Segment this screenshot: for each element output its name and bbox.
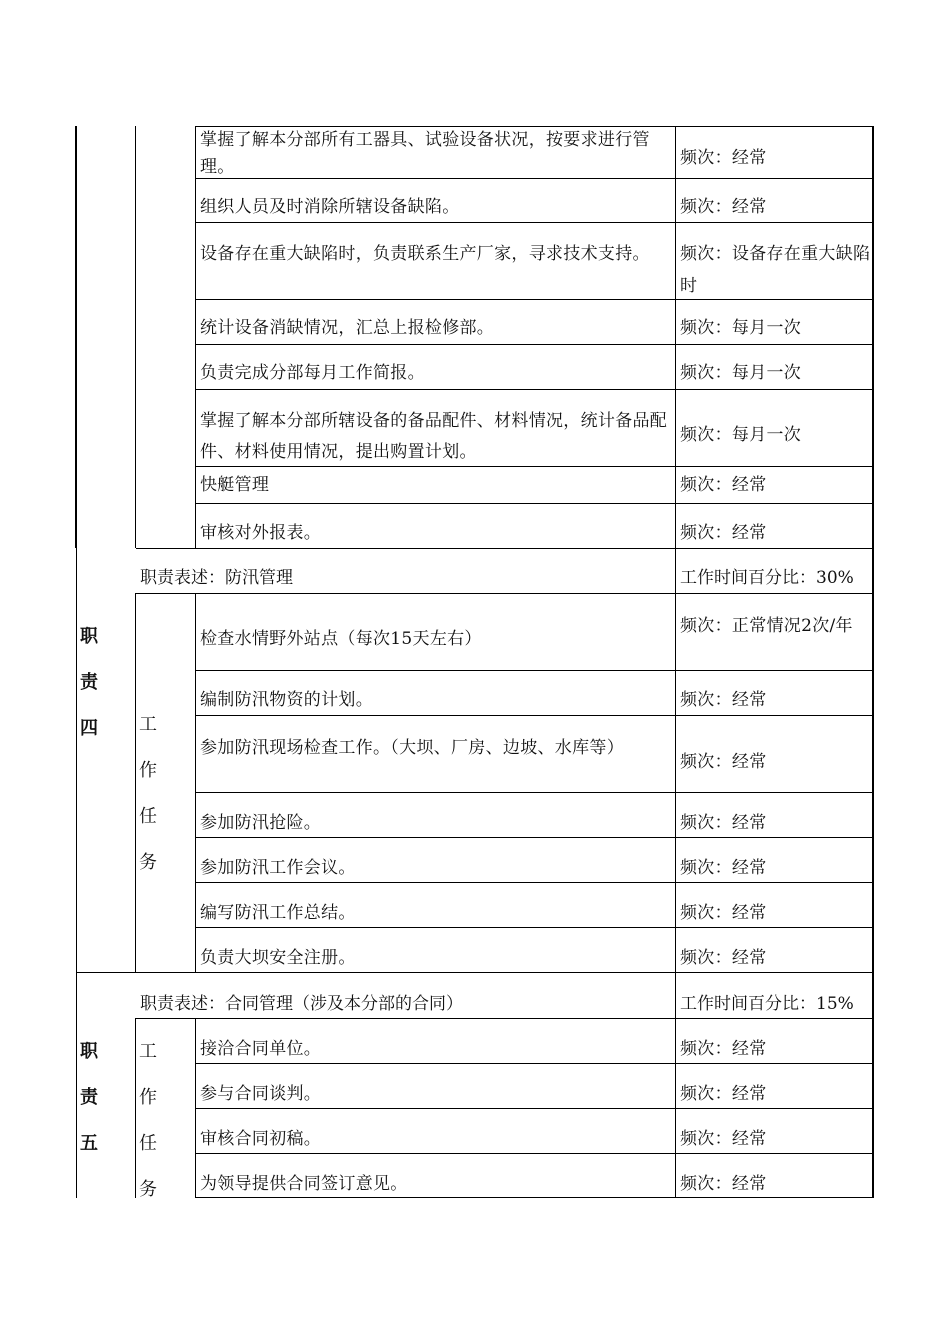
task-text: 参与合同谈判。	[200, 1084, 322, 1104]
row-line	[196, 1108, 873, 1109]
duty-label-char: 职	[80, 1041, 98, 1062]
row-line	[196, 837, 873, 838]
row-line	[196, 344, 873, 345]
duty-label-four	[80, 614, 110, 752]
frequency-text: 频次：每月一次	[680, 363, 802, 383]
frequency-text: 频次：经常	[680, 475, 767, 495]
row-line	[196, 389, 873, 390]
task-text: 组织人员及时消除所辖设备缺陷。	[200, 197, 460, 217]
task-text: 检查水情野外站点（每次15天左右）	[200, 629, 482, 649]
task-text: 掌握了解本分部所辖设备的备品配件、材料情况，统计备品配件、材料使用情况，提出购置计划。	[200, 411, 668, 462]
label-column-divider	[135, 593, 136, 973]
frequency-text: 频次：每月一次	[680, 425, 802, 445]
row-line	[196, 882, 873, 883]
row-line	[76, 972, 873, 973]
row-line	[196, 670, 873, 671]
duty-label-char: 责	[80, 672, 98, 693]
work-column-divider	[195, 126, 196, 548]
row-line	[136, 593, 873, 594]
row-line	[196, 792, 873, 793]
table-left-border-thick	[75, 126, 77, 548]
row-line	[196, 1153, 873, 1154]
task-text: 审核合同初稿。	[200, 1129, 322, 1149]
task-text: 负责大坝安全注册。	[200, 948, 356, 968]
table-right-border	[872, 126, 874, 1198]
work-task-label	[139, 702, 169, 886]
row-line	[136, 1018, 873, 1019]
work-column-divider	[195, 593, 196, 973]
work-task-char: 务	[139, 1179, 157, 1200]
duty-description: 职责表述：防汛管理	[140, 568, 293, 588]
label-column-divider	[135, 126, 136, 548]
work-task-char: 作	[139, 760, 157, 781]
frequency-text: 频次：经常	[680, 948, 767, 968]
task-text: 参加防汛工作会议。	[200, 858, 356, 878]
work-task-char: 工	[139, 1041, 157, 1062]
frequency-text: 频次：经常	[680, 752, 767, 772]
duty-label-char: 责	[80, 1087, 98, 1108]
row-line	[196, 927, 873, 928]
frequency-text: 频次：经常	[680, 813, 767, 833]
row-line	[196, 715, 873, 716]
work-task-char: 务	[139, 852, 157, 873]
frequency-text: 频次：经常	[680, 858, 767, 878]
label-column-divider	[135, 1018, 136, 1198]
time-percentage: 工作时间百分比：15%	[680, 994, 854, 1014]
frequency-text: 频次：经常	[680, 1174, 767, 1194]
frequency-text: 频次：每月一次	[680, 318, 802, 338]
row-line	[196, 222, 873, 223]
task-text: 参加防汛抢险。	[200, 813, 322, 833]
frequency-text: 频次：正常情况2次/年	[680, 616, 853, 636]
work-task-label	[139, 1029, 169, 1213]
task-text: 掌握了解本分部所有工器具、试验设备状况，按要求进行管理。	[200, 130, 650, 177]
work-task-char: 作	[139, 1087, 157, 1108]
work-task-char: 工	[139, 714, 157, 735]
task-text: 编制防汛物资的计划。	[200, 690, 373, 710]
work-task-char: 任	[139, 1133, 157, 1154]
frequency-text: 频次：经常	[680, 1039, 767, 1059]
duty-label-char: 五	[80, 1133, 98, 1154]
task-text: 审核对外报表。	[200, 523, 322, 543]
task-text: 参加防汛现场检查工作。（大坝、厂房、边坡、水库等）	[200, 738, 624, 758]
task-text: 为领导提供合同签订意见。	[200, 1174, 408, 1194]
frequency-text: 频次：经常	[680, 690, 767, 710]
freq-column-divider	[675, 126, 676, 1198]
frequency-text: 频次：设备存在重大缺陷时	[680, 244, 871, 296]
task-text: 统计设备消缺情况，汇总上报检修部。	[200, 318, 495, 338]
frequency-text: 频次：经常	[680, 1084, 767, 1104]
row-line	[196, 1063, 873, 1064]
frequency-text: 频次：经常	[680, 197, 767, 217]
task-text: 设备存在重大缺陷时，负责联系生产厂家，寻求技术支持。	[200, 244, 650, 264]
duty-label-five	[80, 1029, 110, 1167]
task-text: 负责完成分部每月工作简报。	[200, 363, 425, 383]
frequency-text: 频次：经常	[680, 1129, 767, 1149]
row-line	[196, 503, 873, 504]
duty-description: 职责表述：合同管理（涉及本分部的合同）	[140, 994, 463, 1014]
duty-label-char: 职	[80, 626, 98, 647]
task-text: 编写防汛工作总结。	[200, 903, 356, 923]
duty-label-char: 四	[80, 718, 98, 739]
frequency-text: 频次：经常	[680, 148, 767, 168]
time-percentage: 工作时间百分比：30%	[680, 568, 854, 588]
task-text: 接洽合同单位。	[200, 1039, 322, 1059]
row-line	[136, 548, 873, 549]
task-text: 快艇管理	[200, 475, 270, 495]
frequency-text: 频次：经常	[680, 903, 767, 923]
frequency-text: 频次：经常	[680, 523, 767, 543]
work-task-char: 任	[139, 806, 157, 827]
